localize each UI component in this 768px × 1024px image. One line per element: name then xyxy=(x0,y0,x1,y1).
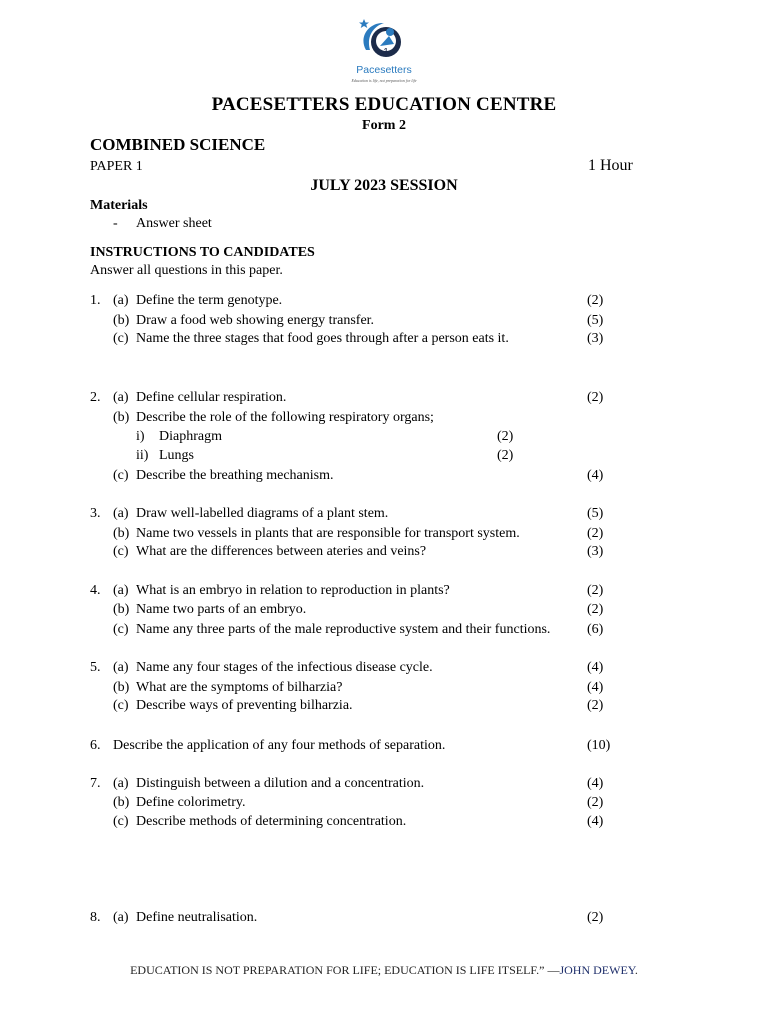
part-marks: (4) xyxy=(587,660,604,675)
instructions-heading: INSTRUCTIONS TO CANDIDATES xyxy=(90,245,315,260)
part-letter: (c) xyxy=(113,331,129,346)
part-text: Name any three parts of the male reproductive system and their functions. xyxy=(136,622,551,637)
subpart-letter: ii) xyxy=(136,448,149,463)
part-marks: (2) xyxy=(587,390,604,405)
part-text: Distinguish between a dilution and a concentration. xyxy=(136,776,425,791)
part-marks: (4) xyxy=(587,814,604,829)
question-number: 5. xyxy=(90,660,101,675)
paper-number: PAPER 1 xyxy=(90,159,143,174)
part-letter: (b) xyxy=(113,526,130,541)
subpart-letter: i) xyxy=(136,429,145,444)
part-marks: (5) xyxy=(587,506,604,521)
subpart-text: Diaphragm xyxy=(159,429,222,444)
subpart-text: Lungs xyxy=(159,448,194,463)
instructions-text: Answer all questions in this paper. xyxy=(90,263,283,278)
part-letter: (a) xyxy=(113,910,129,925)
exam-session: JULY 2023 SESSION xyxy=(310,177,458,194)
part-marks: (2) xyxy=(587,602,604,617)
part-text: What are the symptoms of bilharzia? xyxy=(136,680,343,695)
exam-duration: 1 Hour xyxy=(588,157,633,174)
subject-title: COMBINED SCIENCE xyxy=(90,135,266,154)
question-number: 8. xyxy=(90,910,101,925)
part-text: Define colorimetry. xyxy=(136,795,246,810)
logo-tagline: Education is life, not preparation for life xyxy=(351,78,417,83)
part-letter: (a) xyxy=(113,660,129,675)
material-item: Answer sheet xyxy=(136,216,212,231)
part-letter: (b) xyxy=(113,795,130,810)
part-text: Name any four stages of the infectious disease cycle. xyxy=(136,660,433,675)
part-letter: (a) xyxy=(113,583,129,598)
part-letter: (b) xyxy=(113,410,130,425)
part-letter: (b) xyxy=(113,313,130,328)
part-marks: (2) xyxy=(587,795,604,810)
part-text: Describe ways of preventing bilharzia. xyxy=(136,698,353,713)
part-text: Name two vessels in plants that are responsible for transport system. xyxy=(136,526,520,541)
part-letter: (a) xyxy=(113,293,129,308)
part-letter: (c) xyxy=(113,544,129,559)
school-title: PACESETTERS EDUCATION CENTRE xyxy=(211,94,557,115)
question-text: Describe the application of any four methods of separation. xyxy=(113,738,446,753)
part-letter: (c) xyxy=(113,698,129,713)
question-number: 7. xyxy=(90,776,101,791)
part-marks: (4) xyxy=(587,680,604,695)
part-text: Describe the role of the following respiratory organs; xyxy=(136,410,434,425)
materials-heading: Materials xyxy=(90,198,148,213)
question-marks: (10) xyxy=(587,738,611,753)
part-text: Name two parts of an embryo. xyxy=(136,602,307,617)
part-letter: (b) xyxy=(113,602,130,617)
part-letter: (b) xyxy=(113,680,130,695)
part-marks: (2) xyxy=(587,910,604,925)
part-text: Define neutralisation. xyxy=(136,910,258,925)
part-letter: (c) xyxy=(113,814,129,829)
question-number: 6. xyxy=(90,738,101,753)
part-text: Draw well-labelled diagrams of a plant stem. xyxy=(136,506,389,521)
part-marks: (2) xyxy=(587,698,604,713)
part-text: Draw a food web showing energy transfer. xyxy=(136,313,375,328)
svg-text:1: 1 xyxy=(383,47,389,58)
part-text: Name the three stages that food goes through after a person eats it. xyxy=(136,331,509,346)
pacesetters-logo xyxy=(340,14,428,88)
part-marks: (2) xyxy=(587,583,604,598)
quote-text: EDUCATION IS NOT PREPARATION FOR LIFE; EDUCATION IS LIFE ITSELF.” — xyxy=(130,963,560,977)
form-level: Form 2 xyxy=(362,118,406,133)
list-bullet: - xyxy=(113,216,118,231)
part-marks: (4) xyxy=(587,468,604,483)
question-number: 1. xyxy=(90,293,101,308)
part-text: What is an embryo in relation to reproduction in plants? xyxy=(136,583,450,598)
subpart-marks: (2) xyxy=(497,448,514,463)
footer-quote xyxy=(0,963,768,978)
part-text: Define the term genotype. xyxy=(136,293,283,308)
question-number: 3. xyxy=(90,506,101,521)
part-letter: (c) xyxy=(113,468,129,483)
part-marks: (2) xyxy=(587,526,604,541)
part-letter: (a) xyxy=(113,776,129,791)
part-text: Define cellular respiration. xyxy=(136,390,287,405)
question-number: 4. xyxy=(90,583,101,598)
quote-author: JOHN DEWEY xyxy=(559,963,635,977)
part-marks: (5) xyxy=(587,313,604,328)
part-marks: (6) xyxy=(587,622,604,637)
part-letter: (a) xyxy=(113,390,129,405)
part-marks: (2) xyxy=(587,293,604,308)
logo-wordmark: Pacesetters xyxy=(356,64,412,76)
part-letter: (a) xyxy=(113,506,129,521)
part-letter: (c) xyxy=(113,622,129,637)
part-text: What are the differences between ateries and veins? xyxy=(136,544,427,559)
part-text: Describe methods of determining concentration. xyxy=(136,814,407,829)
part-marks: (3) xyxy=(587,331,604,346)
subpart-marks: (2) xyxy=(497,429,514,444)
question-number: 2. xyxy=(90,390,101,405)
part-marks: (3) xyxy=(587,544,604,559)
quote-end: . xyxy=(634,963,638,977)
part-text: Describe the breathing mechanism. xyxy=(136,468,334,483)
part-marks: (4) xyxy=(587,776,604,791)
